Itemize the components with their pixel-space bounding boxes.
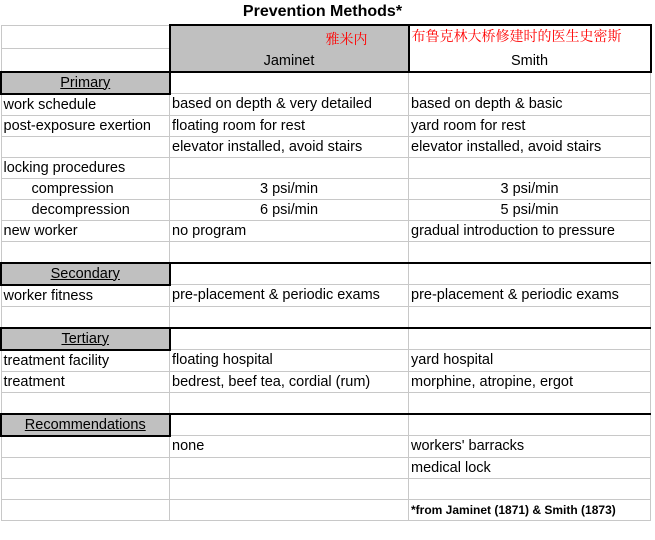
row-label: treatment xyxy=(1,371,170,392)
row-label: work schedule xyxy=(1,94,170,116)
page-title: Prevention Methods* xyxy=(242,3,403,20)
table-row xyxy=(1,157,651,178)
table-row xyxy=(1,350,651,372)
table-row xyxy=(1,414,651,436)
table-row xyxy=(1,457,651,478)
jaminet-cell: 6 psi/min xyxy=(170,199,409,220)
table-row xyxy=(1,178,651,199)
jaminet-cell: bedrest, beef tea, cordial (rum) xyxy=(170,371,409,392)
table-row xyxy=(1,478,651,499)
table-row xyxy=(1,436,651,458)
table-row xyxy=(1,306,651,328)
table-row xyxy=(1,136,651,157)
smith-cell: elevator installed, avoid stairs xyxy=(409,136,651,157)
section-primary: Primary xyxy=(1,72,170,94)
smith-cell: workers' barracks xyxy=(409,436,651,458)
row-label: decompression xyxy=(1,199,170,220)
jaminet-cell: based on depth & very detailed xyxy=(170,94,409,116)
smith-cell: pre-placement & periodic exams xyxy=(409,285,651,307)
smith-cell: medical lock xyxy=(409,457,651,478)
table-row xyxy=(1,25,651,48)
column-header-jaminet: 雅米内 Jaminet xyxy=(170,25,409,72)
row-label: new worker xyxy=(1,220,170,241)
smith-cell: yard hospital xyxy=(409,350,651,372)
jaminet-cell: none xyxy=(170,436,409,458)
table-row xyxy=(1,241,651,263)
table-row xyxy=(1,94,651,116)
footnote: *from Jaminet (1871) & Smith (1873) xyxy=(409,499,651,520)
table-row xyxy=(1,371,651,392)
table-row xyxy=(1,328,651,350)
smith-cell: gradual introduction to pressure xyxy=(409,220,651,241)
jaminet-cell: 3 psi/min xyxy=(170,178,409,199)
table-row xyxy=(1,263,651,285)
column-header-smith: 布鲁克林大桥修建时的医生史密斯 Smith xyxy=(409,25,651,72)
table-row xyxy=(1,220,651,241)
table-row xyxy=(1,72,651,94)
table-row xyxy=(1,392,651,414)
jaminet-cell: floating room for rest xyxy=(170,115,409,136)
table-row xyxy=(1,285,651,307)
table-row xyxy=(1,499,651,520)
smith-cell: 3 psi/min xyxy=(409,178,651,199)
row-label: worker fitness xyxy=(1,285,170,307)
section-recommendations: Recommendations xyxy=(1,414,170,436)
jaminet-cell: elevator installed, avoid stairs xyxy=(170,136,409,157)
smith-cell: morphine, atropine, ergot xyxy=(409,371,651,392)
prevention-methods-table xyxy=(0,24,652,521)
row-label: treatment facility xyxy=(1,350,170,372)
jaminet-cell: pre-placement & periodic exams xyxy=(170,285,409,307)
smith-annotation: 布鲁克林大桥修建时的医生史密斯 xyxy=(411,28,622,44)
smith-cell: yard room for rest xyxy=(409,115,651,136)
table-row xyxy=(1,115,651,136)
jaminet-annotation: 雅米内 xyxy=(325,31,368,47)
row-label: post-exposure exertion xyxy=(1,115,170,136)
table-row xyxy=(1,199,651,220)
row-label: locking procedures xyxy=(1,157,170,178)
jaminet-cell: no program xyxy=(170,220,409,241)
smith-cell: based on depth & basic xyxy=(409,94,651,116)
smith-cell: 5 psi/min xyxy=(409,199,651,220)
row-label: compression xyxy=(1,178,170,199)
jaminet-cell: floating hospital xyxy=(170,350,409,372)
section-secondary: Secondary xyxy=(1,263,170,285)
section-tertiary: Tertiary xyxy=(1,328,170,350)
